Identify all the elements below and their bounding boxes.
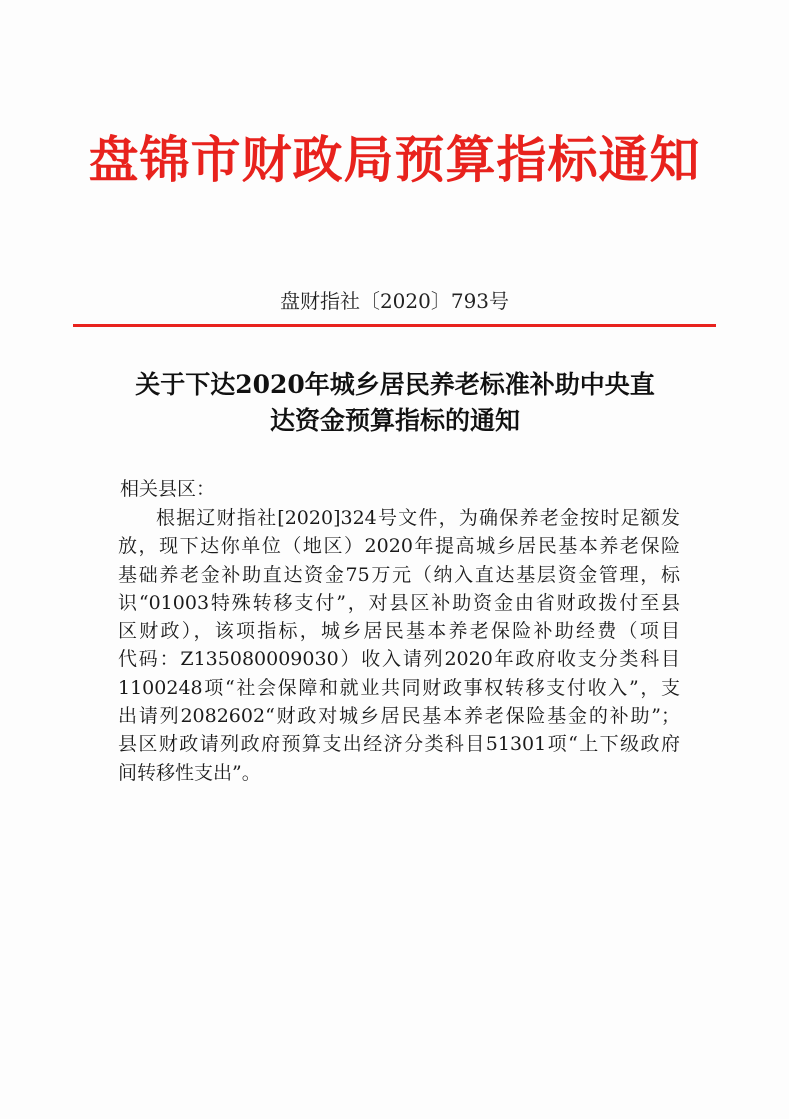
body-line: 代码：Z135080009030）收入请列2020年政府收支分类科目 (118, 648, 680, 671)
body-line: 1100248项“社会保障和就业共同财政事权转移支付收入”，支 (118, 676, 680, 699)
agency-red-header: 盘锦市财政局预算指标通知 (88, 130, 701, 189)
red-divider (73, 324, 716, 327)
notice-title-line-1: 关于下达2020年城乡居民养老标准补助中央直 (135, 370, 655, 399)
body-line: 根据辽财指社[2020]324号文件，为确保养老金按时足额发 (156, 507, 680, 529)
body-line: 出请列2082602“财政对城乡居民基本养老保险基金的补助”； (118, 705, 680, 728)
notice-title (95, 367, 695, 439)
body-line: 识“01003特殊转移支付”，对县区补助资金由省财政拨付至县 (118, 591, 680, 614)
body-line: 区财政），该项指标，城乡居民基本养老保险补助经费（项目 (118, 620, 680, 643)
body-line: 县区财政请列政府预算支出经济分类科目51301项“上下级政府 (118, 733, 680, 756)
notice-body (118, 504, 680, 787)
body-line: 基础养老金补助直达资金75万元（纳入直达基层资金管理，标 (118, 563, 680, 586)
notice-title-line-2: 达资金预算指标的通知 (269, 406, 520, 435)
body-line: 放，现下达你单位（地区）2020年提高城乡居民基本养老保险 (118, 535, 680, 558)
body-line: 间转移性支出”。 (118, 761, 261, 784)
document-number: 盘财指社〔2020〕793号 (279, 289, 510, 313)
salutation: 相关县区： (120, 478, 216, 500)
